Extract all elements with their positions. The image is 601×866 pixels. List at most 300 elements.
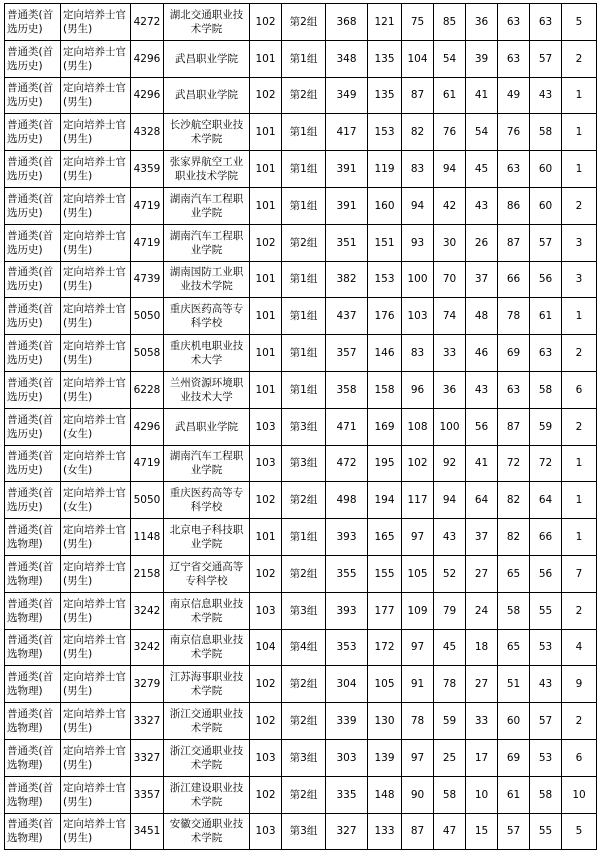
school-name-cell: 张家界航空工业职业技术学院 <box>164 151 250 188</box>
plan-type-cell: 定向培养士官(男生) <box>61 114 131 151</box>
score-cell: 57 <box>530 703 562 740</box>
score-cell: 45 <box>434 629 466 666</box>
score-cell: 83 <box>402 151 434 188</box>
plan-type-cell: 定向培养士官(男生) <box>61 224 131 261</box>
total-score-cell: 437 <box>326 298 368 335</box>
school-code-cell: 3279 <box>131 666 164 703</box>
group-name-cell: 第2组 <box>282 703 326 740</box>
group-name-cell: 第1组 <box>282 335 326 372</box>
rank-cell: 4 <box>562 629 597 666</box>
score-cell: 82 <box>498 519 530 556</box>
group-name-cell: 第3组 <box>282 739 326 776</box>
score-cell: 33 <box>466 703 498 740</box>
total-score-cell: 391 <box>326 187 368 224</box>
score-cell: 59 <box>530 408 562 445</box>
score-cell: 56 <box>530 555 562 592</box>
score-cell: 52 <box>434 555 466 592</box>
score-cell: 65 <box>498 555 530 592</box>
total-score-cell: 498 <box>326 482 368 519</box>
group-name-cell: 第1组 <box>282 519 326 556</box>
score-cell: 37 <box>466 261 498 298</box>
rank-cell: 3 <box>562 224 597 261</box>
score-cell: 177 <box>368 592 402 629</box>
major-group-code-cell: 103 <box>250 445 282 482</box>
school-name-cell: 重庆机电职业技术大学 <box>164 335 250 372</box>
school-name-cell: 湖南汽车工程职业学院 <box>164 224 250 261</box>
table-row <box>5 151 597 188</box>
score-cell: 33 <box>434 335 466 372</box>
score-cell: 58 <box>530 371 562 408</box>
total-score-cell: 472 <box>326 445 368 482</box>
category-cell: 普通类(首选历史) <box>5 445 61 482</box>
score-cell: 57 <box>530 224 562 261</box>
score-cell: 194 <box>368 482 402 519</box>
table-row <box>5 408 597 445</box>
school-code-cell: 4359 <box>131 151 164 188</box>
total-score-cell: 358 <box>326 371 368 408</box>
table-row <box>5 224 597 261</box>
school-code-cell: 4272 <box>131 4 164 41</box>
major-group-code-cell: 101 <box>250 519 282 556</box>
score-cell: 135 <box>368 77 402 114</box>
score-cell: 49 <box>498 77 530 114</box>
score-cell: 130 <box>368 703 402 740</box>
group-name-cell: 第1组 <box>282 40 326 77</box>
score-cell: 85 <box>434 4 466 41</box>
total-score-cell: 368 <box>326 4 368 41</box>
score-cell: 78 <box>434 666 466 703</box>
major-group-code-cell: 101 <box>250 335 282 372</box>
score-cell: 37 <box>466 519 498 556</box>
table-row <box>5 813 597 850</box>
score-cell: 72 <box>498 445 530 482</box>
rank-cell: 5 <box>562 813 597 850</box>
total-score-cell: 348 <box>326 40 368 77</box>
plan-type-cell: 定向培养士官(女生) <box>61 408 131 445</box>
score-cell: 153 <box>368 261 402 298</box>
score-cell: 121 <box>368 4 402 41</box>
score-cell: 78 <box>402 703 434 740</box>
school-name-cell: 浙江交通职业技术学院 <box>164 703 250 740</box>
plan-type-cell: 定向培养士官(男生) <box>61 666 131 703</box>
category-cell: 普通类(首选历史) <box>5 151 61 188</box>
major-group-code-cell: 101 <box>250 151 282 188</box>
group-name-cell: 第3组 <box>282 813 326 850</box>
score-cell: 119 <box>368 151 402 188</box>
score-cell: 58 <box>530 776 562 813</box>
score-cell: 158 <box>368 371 402 408</box>
table-row <box>5 298 597 335</box>
school-code-cell: 4719 <box>131 224 164 261</box>
score-cell: 26 <box>466 224 498 261</box>
score-cell: 105 <box>368 666 402 703</box>
major-group-code-cell: 101 <box>250 298 282 335</box>
rank-cell: 1 <box>562 151 597 188</box>
score-cell: 108 <box>402 408 434 445</box>
major-group-code-cell: 102 <box>250 703 282 740</box>
total-score-cell: 355 <box>326 555 368 592</box>
score-cell: 91 <box>402 666 434 703</box>
score-cell: 75 <box>402 4 434 41</box>
score-cell: 76 <box>434 114 466 151</box>
score-cell: 60 <box>530 187 562 224</box>
table-row <box>5 592 597 629</box>
school-name-cell: 长沙航空职业技术学院 <box>164 114 250 151</box>
score-cell: 60 <box>530 151 562 188</box>
score-cell: 47 <box>434 813 466 850</box>
score-cell: 36 <box>466 4 498 41</box>
total-score-cell: 353 <box>326 629 368 666</box>
score-cell: 61 <box>434 77 466 114</box>
table-row <box>5 666 597 703</box>
plan-type-cell: 定向培养士官(男生) <box>61 335 131 372</box>
total-score-cell: 382 <box>326 261 368 298</box>
total-score-cell: 393 <box>326 519 368 556</box>
score-cell: 24 <box>466 592 498 629</box>
category-cell: 普通类(首选物理) <box>5 739 61 776</box>
category-cell: 普通类(首选物理) <box>5 776 61 813</box>
total-score-cell: 303 <box>326 739 368 776</box>
score-cell: 15 <box>466 813 498 850</box>
score-cell: 165 <box>368 519 402 556</box>
school-name-cell: 兰州资源环境职业技术大学 <box>164 371 250 408</box>
score-cell: 97 <box>402 629 434 666</box>
score-cell: 63 <box>530 4 562 41</box>
score-cell: 54 <box>434 40 466 77</box>
major-group-code-cell: 103 <box>250 739 282 776</box>
plan-type-cell: 定向培养士官(男生) <box>61 555 131 592</box>
category-cell: 普通类(首选物理) <box>5 629 61 666</box>
score-cell: 43 <box>434 519 466 556</box>
score-cell: 41 <box>466 445 498 482</box>
score-cell: 109 <box>402 592 434 629</box>
score-cell: 42 <box>434 187 466 224</box>
table-row <box>5 776 597 813</box>
plan-type-cell: 定向培养士官(男生) <box>61 4 131 41</box>
major-group-code-cell: 104 <box>250 629 282 666</box>
school-code-cell: 3327 <box>131 703 164 740</box>
group-name-cell: 第3组 <box>282 592 326 629</box>
major-group-code-cell: 102 <box>250 776 282 813</box>
plan-type-cell: 定向培养士官(男生) <box>61 592 131 629</box>
category-cell: 普通类(首选物理) <box>5 519 61 556</box>
group-name-cell: 第2组 <box>282 776 326 813</box>
score-cell: 18 <box>466 629 498 666</box>
table-row <box>5 77 597 114</box>
rank-cell: 9 <box>562 666 597 703</box>
score-cell: 148 <box>368 776 402 813</box>
score-cell: 92 <box>434 445 466 482</box>
table-row <box>5 335 597 372</box>
school-name-cell: 浙江建设职业技术学院 <box>164 776 250 813</box>
group-name-cell: 第1组 <box>282 261 326 298</box>
group-name-cell: 第1组 <box>282 298 326 335</box>
total-score-cell: 327 <box>326 813 368 850</box>
rank-cell: 1 <box>562 77 597 114</box>
score-cell: 94 <box>434 482 466 519</box>
score-cell: 97 <box>402 739 434 776</box>
score-cell: 104 <box>402 40 434 77</box>
score-cell: 41 <box>466 77 498 114</box>
school-code-cell: 4739 <box>131 261 164 298</box>
major-group-code-cell: 102 <box>250 666 282 703</box>
score-cell: 133 <box>368 813 402 850</box>
school-code-cell: 4296 <box>131 408 164 445</box>
total-score-cell: 335 <box>326 776 368 813</box>
score-cell: 63 <box>498 371 530 408</box>
school-code-cell: 3357 <box>131 776 164 813</box>
score-cell: 48 <box>466 298 498 335</box>
score-cell: 82 <box>498 482 530 519</box>
group-name-cell: 第1组 <box>282 187 326 224</box>
score-cell: 195 <box>368 445 402 482</box>
plan-type-cell: 定向培养士官(男生) <box>61 40 131 77</box>
score-cell: 102 <box>402 445 434 482</box>
rank-cell: 10 <box>562 776 597 813</box>
school-name-cell: 辽宁省交通高等专科学校 <box>164 555 250 592</box>
school-code-cell: 3327 <box>131 739 164 776</box>
score-cell: 86 <box>498 187 530 224</box>
score-cell: 63 <box>530 335 562 372</box>
score-cell: 64 <box>530 482 562 519</box>
admission-score-table <box>4 3 597 850</box>
score-cell: 30 <box>434 224 466 261</box>
score-cell: 27 <box>466 555 498 592</box>
group-name-cell: 第2组 <box>282 482 326 519</box>
score-cell: 45 <box>466 151 498 188</box>
school-name-cell: 北京电子科技职业学院 <box>164 519 250 556</box>
category-cell: 普通类(首选物理) <box>5 666 61 703</box>
plan-type-cell: 定向培养士官(男生) <box>61 813 131 850</box>
school-code-cell: 5050 <box>131 482 164 519</box>
score-cell: 93 <box>402 224 434 261</box>
total-score-cell: 339 <box>326 703 368 740</box>
school-name-cell: 武昌职业学院 <box>164 77 250 114</box>
score-cell: 96 <box>402 371 434 408</box>
score-cell: 39 <box>466 40 498 77</box>
group-name-cell: 第2组 <box>282 224 326 261</box>
plan-type-cell: 定向培养士官(女生) <box>61 482 131 519</box>
score-cell: 57 <box>498 813 530 850</box>
category-cell: 普通类(首选历史) <box>5 4 61 41</box>
rank-cell: 1 <box>562 114 597 151</box>
major-group-code-cell: 102 <box>250 224 282 261</box>
group-name-cell: 第3组 <box>282 445 326 482</box>
score-cell: 54 <box>466 114 498 151</box>
score-cell: 61 <box>530 298 562 335</box>
plan-type-cell: 定向培养士官(男生) <box>61 703 131 740</box>
table-row <box>5 555 597 592</box>
table-row <box>5 371 597 408</box>
score-cell: 60 <box>498 703 530 740</box>
plan-type-cell: 定向培养士官(男生) <box>61 519 131 556</box>
score-cell: 43 <box>530 666 562 703</box>
plan-type-cell: 定向培养士官(男生) <box>61 739 131 776</box>
group-name-cell: 第1组 <box>282 371 326 408</box>
school-code-cell: 4719 <box>131 445 164 482</box>
school-code-cell: 4296 <box>131 77 164 114</box>
school-name-cell: 武昌职业学院 <box>164 40 250 77</box>
school-code-cell: 5050 <box>131 298 164 335</box>
score-cell: 76 <box>498 114 530 151</box>
group-name-cell: 第2组 <box>282 77 326 114</box>
total-score-cell: 357 <box>326 335 368 372</box>
score-cell: 58 <box>530 114 562 151</box>
plan-type-cell: 定向培养士官(男生) <box>61 371 131 408</box>
school-code-cell: 4328 <box>131 114 164 151</box>
category-cell: 普通类(首选历史) <box>5 408 61 445</box>
score-cell: 65 <box>498 629 530 666</box>
major-group-code-cell: 102 <box>250 555 282 592</box>
score-cell: 105 <box>402 555 434 592</box>
score-cell: 53 <box>530 629 562 666</box>
rank-cell: 1 <box>562 298 597 335</box>
total-score-cell: 349 <box>326 77 368 114</box>
plan-type-cell: 定向培养士官(女生) <box>61 445 131 482</box>
score-cell: 25 <box>434 739 466 776</box>
school-name-cell: 重庆医药高等专科学校 <box>164 298 250 335</box>
plan-type-cell: 定向培养士官(男生) <box>61 629 131 666</box>
score-cell: 55 <box>530 813 562 850</box>
score-cell: 59 <box>434 703 466 740</box>
school-name-cell: 湖南汽车工程职业学院 <box>164 445 250 482</box>
score-cell: 117 <box>402 482 434 519</box>
score-cell: 27 <box>466 666 498 703</box>
score-cell: 151 <box>368 224 402 261</box>
group-name-cell: 第4组 <box>282 629 326 666</box>
rank-cell: 2 <box>562 187 597 224</box>
table-row <box>5 629 597 666</box>
score-cell: 56 <box>530 261 562 298</box>
category-cell: 普通类(首选历史) <box>5 261 61 298</box>
score-cell: 169 <box>368 408 402 445</box>
plan-type-cell: 定向培养士官(男生) <box>61 77 131 114</box>
school-code-cell: 2158 <box>131 555 164 592</box>
major-group-code-cell: 102 <box>250 77 282 114</box>
school-code-cell: 3242 <box>131 592 164 629</box>
category-cell: 普通类(首选历史) <box>5 371 61 408</box>
score-cell: 160 <box>368 187 402 224</box>
table-row <box>5 445 597 482</box>
school-name-cell: 浙江交通职业技术学院 <box>164 739 250 776</box>
score-cell: 94 <box>402 187 434 224</box>
score-cell: 74 <box>434 298 466 335</box>
category-cell: 普通类(首选历史) <box>5 224 61 261</box>
school-code-cell: 3451 <box>131 813 164 850</box>
score-cell: 10 <box>466 776 498 813</box>
group-name-cell: 第2组 <box>282 555 326 592</box>
table-row <box>5 4 597 41</box>
rank-cell: 2 <box>562 703 597 740</box>
school-code-cell: 3242 <box>131 629 164 666</box>
score-cell: 153 <box>368 114 402 151</box>
score-cell: 63 <box>498 4 530 41</box>
table-body <box>5 4 597 850</box>
rank-cell: 6 <box>562 371 597 408</box>
total-score-cell: 393 <box>326 592 368 629</box>
score-cell: 69 <box>498 335 530 372</box>
score-cell: 66 <box>498 261 530 298</box>
rank-cell: 7 <box>562 555 597 592</box>
rank-cell: 2 <box>562 40 597 77</box>
rank-cell: 2 <box>562 335 597 372</box>
table-row <box>5 703 597 740</box>
total-score-cell: 417 <box>326 114 368 151</box>
major-group-code-cell: 103 <box>250 592 282 629</box>
school-name-cell: 重庆医药高等专科学校 <box>164 482 250 519</box>
score-cell: 87 <box>402 813 434 850</box>
school-name-cell: 安徽交通职业技术学院 <box>164 813 250 850</box>
group-name-cell: 第1组 <box>282 114 326 151</box>
category-cell: 普通类(首选历史) <box>5 482 61 519</box>
category-cell: 普通类(首选历史) <box>5 298 61 335</box>
rank-cell: 1 <box>562 445 597 482</box>
score-cell: 43 <box>530 77 562 114</box>
plan-type-cell: 定向培养士官(男生) <box>61 298 131 335</box>
category-cell: 普通类(首选历史) <box>5 114 61 151</box>
score-cell: 100 <box>434 408 466 445</box>
major-group-code-cell: 102 <box>250 4 282 41</box>
score-cell: 78 <box>498 298 530 335</box>
table-row <box>5 187 597 224</box>
school-name-cell: 武昌职业学院 <box>164 408 250 445</box>
school-name-cell: 湖南国防工业职业技术学院 <box>164 261 250 298</box>
score-cell: 146 <box>368 335 402 372</box>
score-cell: 176 <box>368 298 402 335</box>
score-cell: 172 <box>368 629 402 666</box>
score-cell: 43 <box>466 371 498 408</box>
rank-cell: 2 <box>562 592 597 629</box>
score-cell: 56 <box>466 408 498 445</box>
school-name-cell: 南京信息职业技术学院 <box>164 629 250 666</box>
score-cell: 139 <box>368 739 402 776</box>
table-row <box>5 519 597 556</box>
score-cell: 46 <box>466 335 498 372</box>
major-group-code-cell: 101 <box>250 40 282 77</box>
major-group-code-cell: 101 <box>250 187 282 224</box>
rank-cell: 2 <box>562 408 597 445</box>
score-cell: 64 <box>466 482 498 519</box>
score-cell: 135 <box>368 40 402 77</box>
score-cell: 17 <box>466 739 498 776</box>
score-cell: 94 <box>434 151 466 188</box>
score-cell: 100 <box>402 261 434 298</box>
plan-type-cell: 定向培养士官(男生) <box>61 776 131 813</box>
score-cell: 70 <box>434 261 466 298</box>
score-cell: 87 <box>498 408 530 445</box>
table-row <box>5 482 597 519</box>
score-cell: 87 <box>498 224 530 261</box>
score-cell: 155 <box>368 555 402 592</box>
table-row <box>5 40 597 77</box>
rank-cell: 1 <box>562 519 597 556</box>
category-cell: 普通类(首选历史) <box>5 77 61 114</box>
score-cell: 103 <box>402 298 434 335</box>
rank-cell: 3 <box>562 261 597 298</box>
major-group-code-cell: 101 <box>250 371 282 408</box>
rank-cell: 5 <box>562 4 597 41</box>
table-row <box>5 114 597 151</box>
school-code-cell: 5058 <box>131 335 164 372</box>
school-name-cell: 南京信息职业技术学院 <box>164 592 250 629</box>
category-cell: 普通类(首选物理) <box>5 813 61 850</box>
category-cell: 普通类(首选物理) <box>5 703 61 740</box>
score-cell: 97 <box>402 519 434 556</box>
category-cell: 普通类(首选历史) <box>5 335 61 372</box>
score-cell: 87 <box>402 77 434 114</box>
school-code-cell: 6228 <box>131 371 164 408</box>
group-name-cell: 第2组 <box>282 4 326 41</box>
